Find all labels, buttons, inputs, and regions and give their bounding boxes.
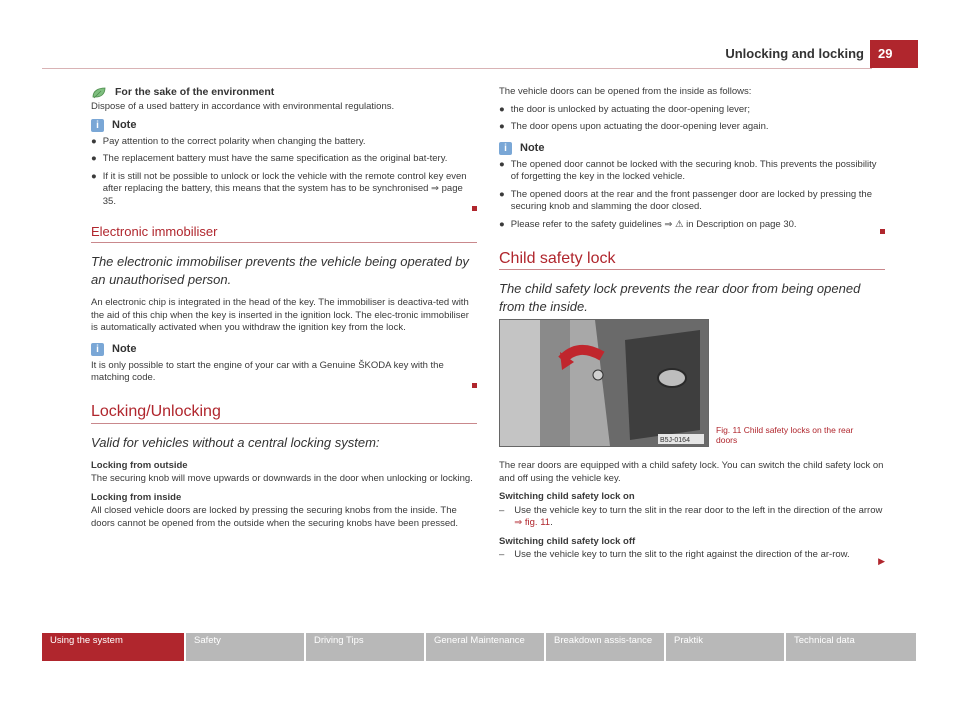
left-column [91, 86, 477, 535]
tab-driving-tips[interactable]: Driving Tips [306, 633, 424, 661]
child-lock-text: The rear doors are equipped with a child safety lock. You can switch the child safety lock on and off using the vehicle key. [499, 460, 884, 484]
list-item: ● The opened doors at the rear and the front passenger door are locked by pressing the securing knob and slamming the door closed. [499, 188, 872, 212]
section-title-locking: Locking/Unlocking [91, 406, 477, 424]
running-header-title: Unlocking and locking [725, 46, 864, 61]
figure-code: B5J-0164 [660, 437, 690, 444]
section-title-child-lock: Child safety lock [499, 253, 885, 271]
immobiliser-text: An electronic chip is integrated in the head of the key. The immobiliser is deactiva-ted with the aid of this chip when the key is inserted in the ignition lock. The elec-tronic immobiliser is automatically activated when you withdraw the ignition key from the lock. [91, 297, 469, 333]
inside-subtitle: Locking from inside [91, 491, 182, 503]
child-lock-figure [499, 319, 709, 447]
door-illustration [500, 320, 708, 446]
immobiliser-note-text: It is only possible to start the engine of your car with a Genuine ŠKODA key with the matching code. [91, 359, 444, 383]
figure-reference-link[interactable]: ⇒ fig. 11 [514, 517, 551, 528]
list-item: ● Pay attention to the correct polarity when changing the battery. [91, 135, 366, 147]
child-lock-lead: The child safety lock prevents the rear door from being opened from the inside. [499, 281, 861, 314]
continue-arrow-icon: ▶ [878, 555, 885, 566]
list-item: – Use the vehicle key to turn the slit in the rear door to the left in the direction of the arrow ⇒ fig. 11. [499, 504, 883, 528]
tab-using-the-system[interactable]: Using the system [42, 633, 184, 661]
page-number: 29 [870, 40, 918, 68]
right-column [499, 86, 885, 324]
figure-caption: Fig. 11 Child safety locks on the rear doors [716, 425, 854, 445]
note-title: Note [112, 118, 137, 131]
tab-praktik[interactable]: Praktik [666, 633, 784, 661]
info-icon: i [91, 343, 104, 356]
header-divider [42, 68, 872, 69]
off-subtitle: Switching child safety lock off [499, 535, 636, 547]
section-title-immobiliser: Electronic immobiliser [91, 226, 477, 244]
section-end-mark [880, 229, 885, 234]
list-item: ● If it is still not be possible to unlock or lock the vehicle with the remote control key even after replacing the battery, this means that the system has to be synchronised ⇒ page 35. [91, 170, 467, 207]
list-item: ● Please refer to the safety guidelines ⇒ ⚠ in Description on page 30. [499, 218, 797, 230]
tab-safety[interactable]: Safety [186, 633, 304, 661]
list-item: ● The opened door cannot be locked with the securing knob. This prevents the possibility of forgetting the key in the locked vehicle. [499, 158, 877, 182]
tab-technical-data[interactable]: Technical data [786, 633, 916, 661]
leaf-icon [91, 86, 107, 99]
immobiliser-lead: The electronic immobiliser prevents the vehicle being operated by an unauthorised person. [91, 254, 469, 287]
section-end-mark [472, 206, 477, 211]
outside-text: The securing knob will move upwards or downwards in the door when unlocking or locking. [91, 473, 473, 484]
list-item: ● The replacement battery must have the same specification as the original bat-tery. [91, 153, 448, 164]
note-heading [91, 119, 477, 132]
outside-subtitle: Locking from outside [91, 459, 188, 471]
note-title: Note [520, 141, 545, 154]
right-column-lower [499, 460, 885, 567]
list-item: – Use the vehicle key to turn the slit to the right against the direction of the ar-row. [499, 549, 850, 560]
note-title: Note [112, 342, 137, 355]
note-heading [499, 142, 885, 155]
doors-intro: The vehicle doors can be opened from the inside as follows: [499, 86, 752, 97]
info-icon: i [91, 119, 104, 132]
on-subtitle: Switching child safety lock on [499, 491, 635, 502]
section-end-mark [472, 383, 477, 388]
inside-text: All closed vehicle doors are locked by pressing the securing knobs from the inside. The doors cannot be opened from the outside when the securing knobs have been pressed. [91, 505, 459, 529]
tab-general-maintenance[interactable]: General Maintenance [426, 633, 544, 661]
list-item: ● the door is unlocked by actuating the door-opening lever; [499, 103, 750, 115]
environment-heading [91, 86, 477, 99]
chapter-tab-bar [42, 633, 918, 661]
environment-text: Dispose of a used battery in accordance with environmental regulations. [91, 101, 395, 112]
info-icon: i [499, 142, 512, 155]
list-item: ● The door opens upon actuating the door-opening lever again. [499, 121, 769, 132]
tab-breakdown-assistance[interactable]: Breakdown assis-tance [546, 633, 664, 661]
environment-title: For the sake of the environment [115, 86, 275, 99]
note-heading [91, 343, 477, 356]
locking-lead: Valid for vehicles without a central locking system: [91, 434, 380, 450]
